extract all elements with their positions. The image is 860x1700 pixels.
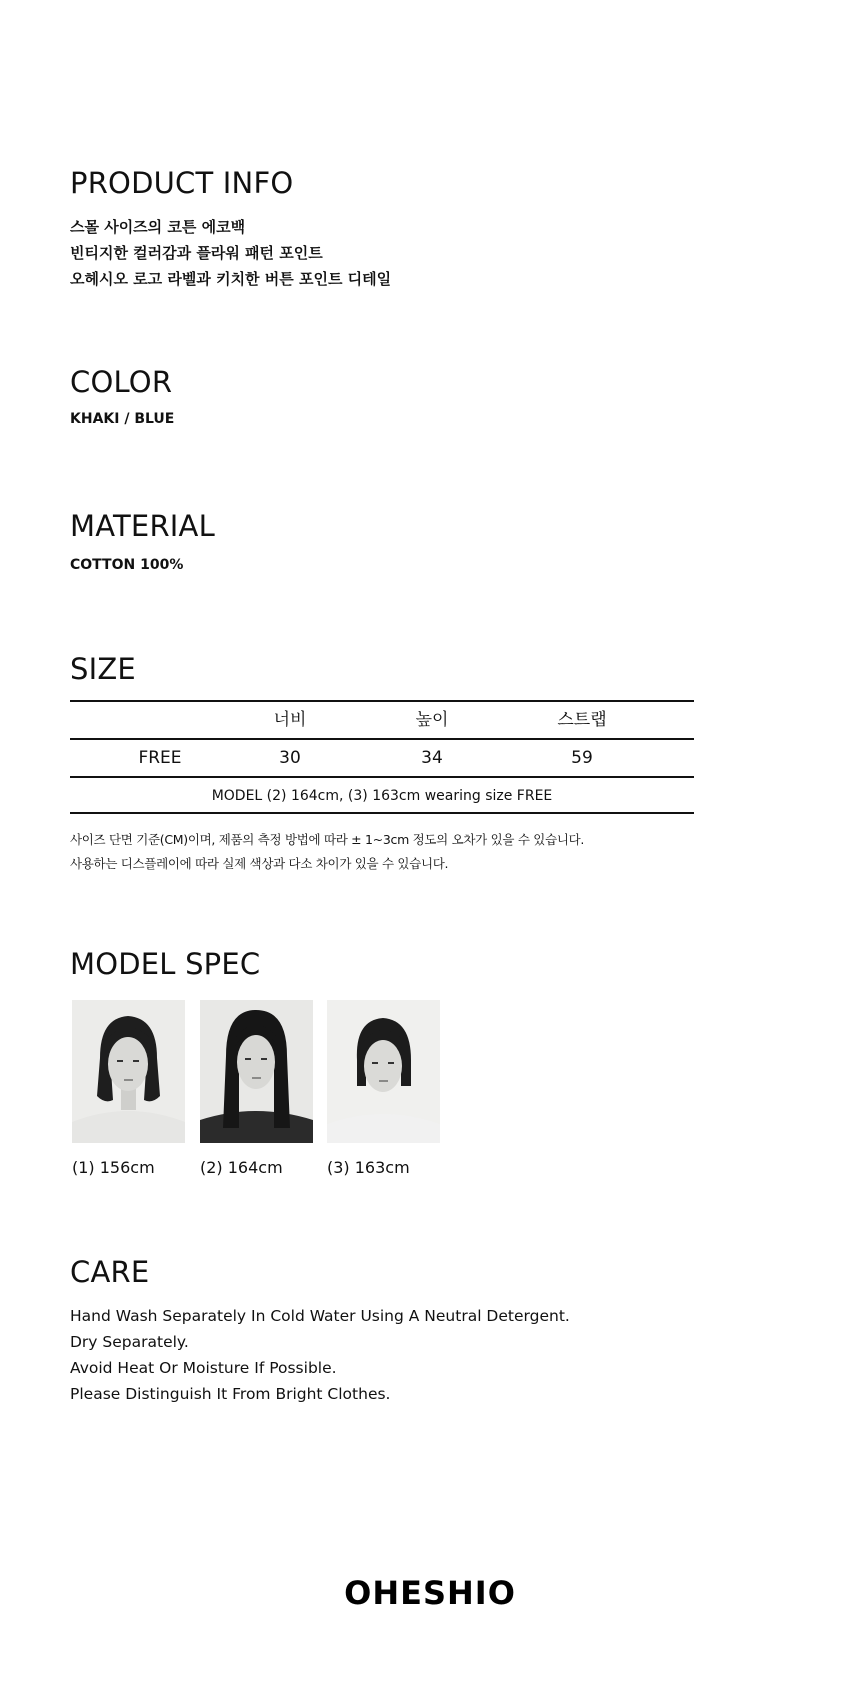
size-section — [70, 652, 607, 871]
product-info-heading: PRODUCT INFO — [70, 166, 294, 200]
size-heading: SIZE — [70, 652, 136, 686]
color-heading: COLOR — [70, 365, 173, 399]
care-section — [70, 1255, 570, 1407]
model-card — [200, 1000, 314, 1177]
size-header-height: 높이 — [415, 710, 449, 730]
model-photo — [72, 1000, 185, 1143]
size-model-note-row — [70, 776, 694, 814]
brand-logo: OHESHIO — [344, 1574, 516, 1612]
size-table — [70, 700, 694, 814]
product-info-lines — [70, 214, 391, 292]
size-model-note: MODEL (2) 164cm, (3) 163cm wearing size FREE — [211, 788, 553, 804]
size-note-line: 사이즈 단면 기준(CM)이며, 제품의 측정 방법에 따라 ± 1~3cm 정도의 오차가 있을 수 있습니다. — [70, 832, 585, 847]
model-card — [327, 1000, 441, 1177]
care-line: Hand Wash Separately In Cold Water Using A Neutral Detergent. — [70, 1307, 570, 1325]
color-value: KHAKI / BLUE — [70, 411, 175, 427]
model-caption: (2) 164cm — [200, 1158, 283, 1177]
product-info-line: 빈티지한 컬러감과 플라워 패턴 포인트 — [70, 244, 323, 262]
model-card — [72, 1000, 186, 1177]
model-spec-section — [70, 947, 410, 1177]
material-value: COTTON 100% — [70, 557, 184, 573]
material-section — [70, 509, 215, 573]
size-header-cell — [100, 702, 220, 738]
care-line: Avoid Heat Or Moisture If Possible. — [70, 1359, 337, 1377]
model-photo — [200, 1000, 313, 1143]
size-width-cell: 30 — [279, 748, 301, 768]
size-header-width: 너비 — [273, 710, 307, 730]
material-heading: MATERIAL — [70, 509, 215, 543]
size-table-header — [70, 700, 694, 738]
size-header-strap: 스트랩 — [557, 710, 607, 730]
care-line: Please Distinguish It From Bright Clothes. — [70, 1385, 391, 1403]
care-line: Dry Separately. — [70, 1333, 189, 1351]
product-info-line: 스몰 사이즈의 코튼 에코백 — [70, 218, 246, 236]
product-info-line: 오헤시오 로고 라벨과 키치한 버튼 포인트 디테일 — [70, 270, 392, 288]
care-lines — [70, 1303, 570, 1407]
model-caption: (3) 163cm — [327, 1158, 410, 1177]
size-strap-cell: 59 — [571, 748, 593, 768]
size-height-cell: 34 — [421, 748, 443, 768]
model-caption: (1) 156cm — [72, 1158, 155, 1177]
model-portrait-image — [200, 1000, 313, 1143]
model-photo — [327, 1000, 440, 1143]
model-spec-heading: MODEL SPEC — [70, 947, 261, 981]
color-section — [70, 365, 175, 427]
size-note-line: 사용하는 디스플레이에 따라 실제 색상과 다소 차이가 있을 수 있습니다. — [70, 856, 449, 871]
table-row — [70, 738, 694, 776]
care-heading: CARE — [70, 1255, 150, 1289]
product-info-section — [70, 166, 392, 292]
size-notes — [70, 828, 770, 876]
model-portrait-image — [327, 1000, 440, 1143]
model-portrait-image — [72, 1000, 185, 1143]
size-label-cell: FREE — [138, 748, 182, 768]
